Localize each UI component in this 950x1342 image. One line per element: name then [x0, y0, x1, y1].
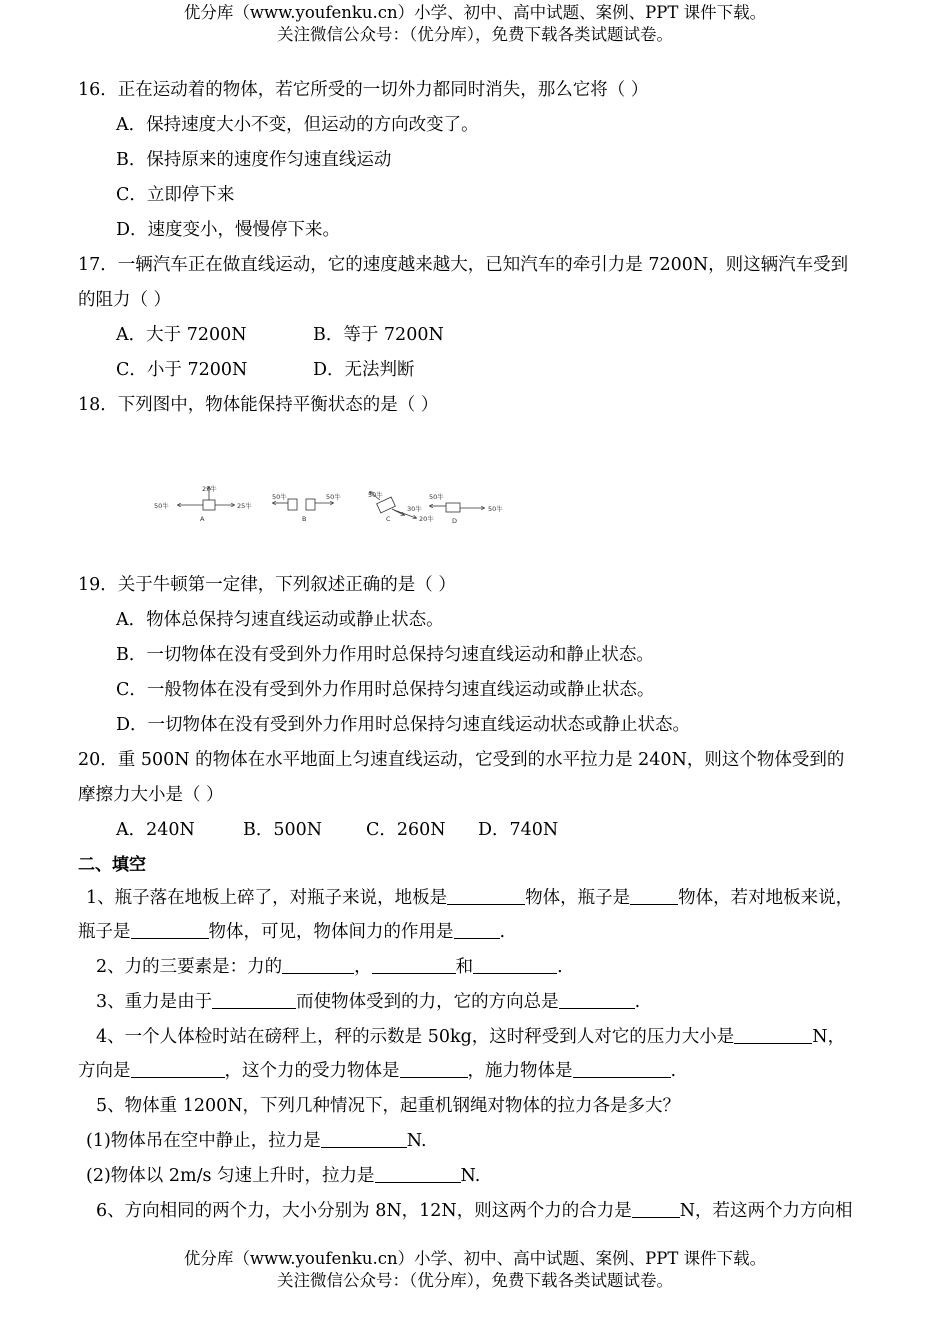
fill-5-part-1-unit: N. [406, 1131, 427, 1151]
q20-option-a: A．240N [116, 820, 195, 840]
fill-4-period: . [670, 1061, 677, 1081]
fill-4-blank-1[interactable] [734, 1025, 812, 1044]
fill-6-text-a: 6、方向相同的两个力，大小分别为 8N，12N，则这两个力的合力是 [96, 1201, 632, 1221]
q19-option-c: C．一般物体在没有受到外力作用时总保持匀速直线运动或静止状态。 [116, 680, 655, 700]
q17-option-b: B．等于 7200N [313, 325, 444, 345]
fill-5-part-1 [86, 1129, 427, 1153]
fill-1-blank-1[interactable] [447, 886, 525, 905]
q17-stem-line-2: 的阻力（ ） [78, 290, 172, 310]
footer-line-1: 优分库（www.youfenku.cn）小学、初中、高中试题、案例、PPT 课件下载。 [183, 1249, 767, 1268]
diagram-a-right-force: 25牛 [237, 502, 252, 510]
fill-5-part-2-unit: N. [460, 1166, 481, 1186]
diagram-d-right-force: 50牛 [488, 505, 503, 513]
diagram-a-top-force: 25牛 [202, 485, 217, 493]
q20-option-b: B．500N [243, 820, 323, 840]
fill-1-text-a: 1、瓶子落在地板上碎了，对瓶子来说，地板是 [86, 888, 448, 908]
fill-1-blank-3[interactable] [131, 920, 209, 939]
q17-option-d: D．无法判断 [313, 360, 415, 380]
fill-1-period: . [499, 922, 506, 942]
fill-4-text-c: 方向是 [78, 1061, 131, 1081]
fill-5-stem: 5、物体重 1200N，下列几种情况下，起重机钢绳对物体的拉力各是多大？ [96, 1096, 681, 1116]
diagram-c [368, 490, 434, 523]
q16-option-c: C．立即停下来 [116, 185, 235, 205]
fill-5-blank-1[interactable] [321, 1129, 407, 1148]
fill-3-blank-2[interactable] [559, 990, 635, 1009]
q16-option-a: A．保持速度大小不变，但运动的方向改变了。 [116, 115, 479, 135]
fill-3-text-b: 而使物体受到的力，它的方向总是 [296, 992, 559, 1012]
diagram-b [272, 492, 341, 523]
fill-5-blank-2[interactable] [375, 1164, 461, 1183]
page-header [0, 2, 950, 46]
q20-option-c: C．260N [366, 820, 446, 840]
q18-stem: 18．下列图中，物体能保持平衡状态的是（ ） [78, 395, 439, 415]
fill-4-text-e: ，施力物体是 [467, 1061, 573, 1081]
q16-option-d: D．速度变小，慢慢停下来。 [116, 220, 341, 240]
q20-option-d: D．740N [478, 820, 559, 840]
diagram-c-label: C [386, 515, 391, 523]
q19-option-b: B．一切物体在没有受到外力作用时总保持匀速直线运动和静止状态。 [116, 645, 654, 665]
fill-3-text-a: 3、重力是由于 [96, 992, 213, 1012]
page-footer [0, 1248, 950, 1292]
q17-stem-line-1: 17．一辆汽车正在做直线运动，它的速度越来越大，已知汽车的牵引力是 7200N，则这辆汽车受到 [78, 255, 849, 275]
fill-2-blank-1[interactable] [282, 955, 354, 974]
q17-option-c: C．小于 7200N [116, 360, 248, 380]
diagram-d [429, 492, 503, 525]
diagram-b-right-force: 50牛 [326, 493, 341, 501]
fill-1-line-1 [86, 886, 853, 910]
q19-option-d: D．一切物体在没有受到外力作用时总保持匀速直线运动状态或静止状态。 [116, 715, 691, 735]
fill-5-part-1-text: (1)物体吊在空中静止，拉力是 [86, 1131, 321, 1151]
diagram-a-left-force: 50牛 [154, 502, 169, 510]
diagram-d-label: D [452, 517, 458, 525]
header-line-1: 优分库（www.youfenku.cn）小学、初中、高中试题、案例、PPT 课件下载。 [183, 3, 767, 22]
fill-2-blank-2[interactable] [372, 955, 456, 974]
force-diagrams-figure [148, 482, 518, 530]
q16-stem: 16．正在运动着的物体，若它所受的一切外力都同时消失，那么它将（ ） [78, 80, 649, 100]
fill-4-text-a: 4、一个人体检时站在磅秤上，秤的示数是 50kg，这时秤受到人对它的压力大小是 [96, 1027, 735, 1047]
fill-3-blank-1[interactable] [212, 990, 296, 1009]
fill-4-text-b: N， [812, 1027, 846, 1047]
fill-2-blank-3[interactable] [473, 955, 557, 974]
fill-3-line [96, 990, 640, 1014]
fill-4-blank-2[interactable] [131, 1059, 225, 1078]
fill-1-blank-4[interactable] [454, 920, 500, 939]
diagram-b-label: B [302, 515, 307, 523]
fill-4-line-2 [78, 1059, 676, 1083]
q16-option-b: B．保持原来的速度作匀速直线运动 [116, 150, 392, 170]
fill-4-text-d: ，这个力的受力物体是 [224, 1061, 400, 1081]
fill-6-line [96, 1199, 853, 1223]
fill-1-text-b: 物体，瓶子是 [525, 888, 631, 908]
diagram-c-top-force: 50牛 [368, 491, 383, 499]
q20-stem-line-2: 摩擦力大小是（ ） [78, 785, 224, 805]
fill-2-text-a: 2、力的三要素是：力的 [96, 957, 283, 977]
diagram-b-left-force: 50牛 [272, 493, 287, 501]
fill-2-period: . [557, 957, 563, 977]
diagram-d-top-force: 50牛 [429, 493, 444, 501]
diagram-c-mid-force: 30牛 [407, 505, 422, 513]
diagram-c-bottom-force: 20牛 [419, 515, 434, 523]
fill-4-blank-3[interactable] [400, 1059, 468, 1078]
q20-stem-line-1: 20．重 500N 的物体在水平地面上匀速直线运动，它受到的水平拉力是 240N，则这个物体受到的 [78, 750, 845, 770]
diagram-a [154, 484, 252, 523]
fill-6-blank-1[interactable] [632, 1199, 680, 1218]
fill-1-text-c: 物体，若对地板来说， [678, 888, 854, 908]
fill-2-text-b: ， [354, 957, 372, 977]
fill-2-text-c: 和 [455, 957, 474, 977]
section-2-heading: 二、填空 [78, 855, 146, 875]
fill-1-text-e: 物体，可见，物体间力的作用是 [208, 922, 454, 942]
fill-4-line-1 [96, 1025, 845, 1049]
fill-6-text-b: N，若这两个力方向相 [679, 1201, 853, 1221]
q19-option-a: A．物体总保持匀速直线运动或静止状态。 [116, 610, 444, 630]
diagram-a-label: A [200, 515, 205, 523]
header-line-2: 关注微信公众号：（优分库），免费下载各类试题试卷。 [277, 25, 673, 44]
fill-1-text-d: 瓶子是 [78, 922, 131, 942]
footer-line-2: 关注微信公众号：（优分库），免费下载各类试题试卷。 [277, 1271, 673, 1290]
fill-5-part-2-text: (2)物体以 2m/s 匀速上升时，拉力是 [86, 1166, 375, 1186]
fill-3-period: . [634, 992, 641, 1012]
fill-2-line [96, 955, 563, 979]
fill-5-part-2 [86, 1164, 480, 1188]
fill-1-blank-2[interactable] [630, 886, 678, 905]
fill-1-line-2 [78, 920, 505, 944]
fill-4-blank-4[interactable] [573, 1059, 671, 1078]
q19-stem: 19．关于牛顿第一定律，下列叙述正确的是（ ） [78, 575, 456, 595]
q17-option-a: A．大于 7200N [116, 325, 247, 345]
